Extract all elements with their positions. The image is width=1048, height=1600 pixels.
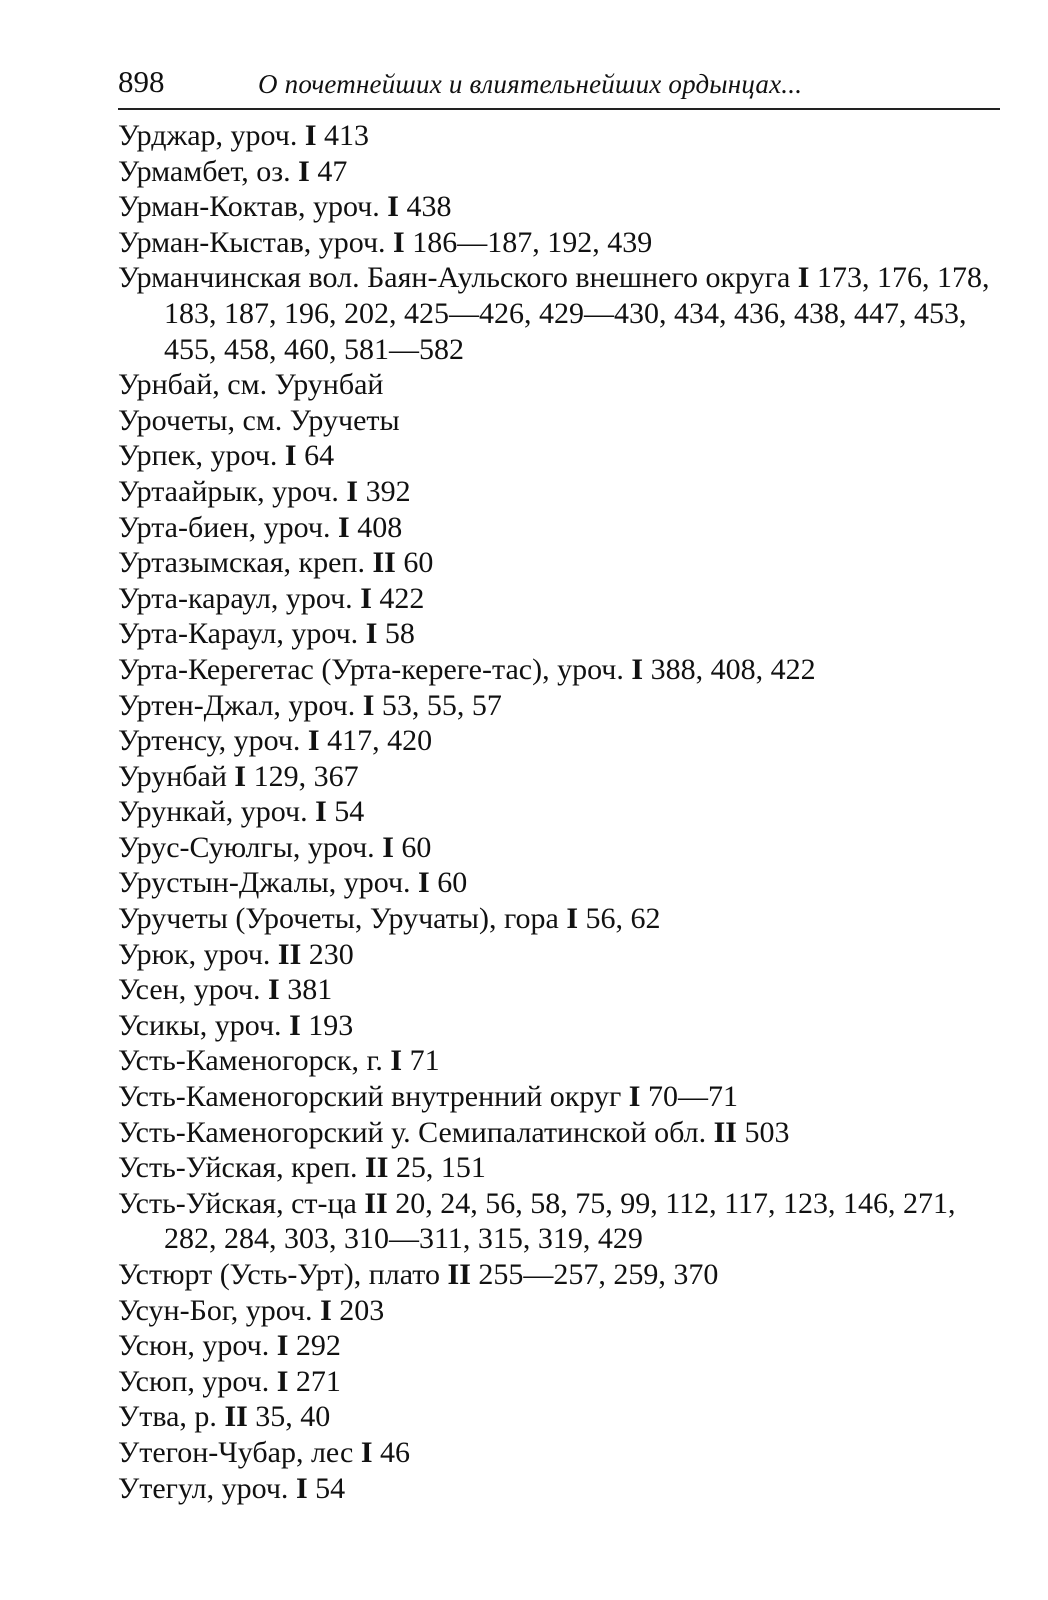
volume-number: I xyxy=(387,190,399,224)
volume-number: II xyxy=(277,937,302,971)
index-entry xyxy=(118,1186,1000,1257)
page-references: 35, 40 xyxy=(255,1400,331,1434)
entry-heading: Уручеты (Урочеты, Уручаты), гора xyxy=(118,902,559,936)
index-entry xyxy=(118,1079,1000,1115)
volume-number: II xyxy=(224,1400,248,1434)
entry-heading: Устюрт (Усть-Урт), плато xyxy=(118,1258,441,1291)
index-entry xyxy=(118,438,1000,474)
entry-heading: Утегон-Чубар, лес xyxy=(118,1435,354,1469)
page-references: 438 xyxy=(406,190,452,224)
header-rule xyxy=(118,108,1000,110)
page-references: 388, 408, 422 xyxy=(650,652,816,686)
entry-heading: Утва, р. xyxy=(118,1400,217,1434)
page-references: 203 xyxy=(339,1293,385,1327)
page-header xyxy=(118,62,1000,104)
index-entry xyxy=(118,1293,1000,1329)
entry-heading: Уртазымская, креп. xyxy=(118,546,365,580)
page-references: 53, 55, 57 xyxy=(381,688,502,722)
page-references: 60 xyxy=(437,866,468,900)
index-entry xyxy=(118,865,1000,901)
page-number: 898 xyxy=(118,64,165,99)
entry-heading: Урнбай, см. Урунбай xyxy=(118,368,384,402)
volume-number: II xyxy=(447,1258,471,1291)
entry-heading: Урочеты, см. Уручеты xyxy=(118,403,400,437)
page-references: 129, 367 xyxy=(253,759,359,793)
entry-heading: Утегул, уроч. xyxy=(118,1471,289,1505)
index-entry xyxy=(118,225,1000,261)
page-references: 60 xyxy=(403,546,434,580)
index-entry xyxy=(118,688,1000,724)
volume-number: I xyxy=(390,1044,403,1078)
volume-number: I xyxy=(797,261,810,295)
page-references: 25, 151 xyxy=(395,1151,486,1185)
volume-number: I xyxy=(360,581,372,615)
page-references: 64 xyxy=(304,439,335,473)
volume-number: I xyxy=(320,1293,332,1327)
page-references: 47 xyxy=(317,154,348,188)
entry-heading: Урус-Суюлгы, уроч. xyxy=(118,830,375,864)
volume-number: I xyxy=(338,510,350,544)
page-references: 46 xyxy=(380,1435,410,1469)
page-references: 54 xyxy=(315,1471,346,1505)
volume-number: I xyxy=(362,688,375,722)
entry-heading: Усть-Уйская, ст-ца xyxy=(118,1186,357,1220)
volume-number: I xyxy=(382,830,394,864)
index-entry xyxy=(118,1115,1000,1151)
page-references: 58 xyxy=(384,617,415,651)
running-title: О почетнейших и влиятельнейших ордынцах... xyxy=(258,69,803,99)
entry-heading: Усть-Каменогорский у. Семипалатинской обл. xyxy=(118,1115,707,1149)
volume-number: I xyxy=(234,759,247,793)
page-references: 408 xyxy=(357,510,403,544)
entry-heading: Урта-караул, уроч. xyxy=(118,581,353,615)
page-references: 70—71 xyxy=(647,1080,738,1114)
volume-number: II xyxy=(364,1186,388,1220)
entry-heading: Урункай, уроч. xyxy=(118,795,308,829)
volume-number: II xyxy=(372,546,396,580)
index-entry xyxy=(118,260,1000,367)
page-references: 255—257, 259, 370 xyxy=(478,1258,719,1291)
entry-heading: Урманчинская вол. Баян-Аульского внешнего округа xyxy=(118,261,791,295)
index-entry xyxy=(118,545,1000,581)
entry-heading: Урпек, уроч. xyxy=(118,439,278,473)
entry-heading: Урмамбет, оз. xyxy=(118,154,291,188)
index-entry xyxy=(118,794,1000,830)
index-entry xyxy=(118,1043,1000,1079)
entry-heading: Урман-Коктав, уроч. xyxy=(118,190,380,224)
volume-number: I xyxy=(289,1008,301,1042)
entry-heading: Усть-Каменогорский внутренний округ xyxy=(118,1080,622,1114)
index-entry xyxy=(118,972,1000,1008)
page-references: 54 xyxy=(334,795,365,829)
index-entry xyxy=(118,154,1000,190)
entry-heading: Усюн, уроч. xyxy=(118,1329,270,1363)
page-references: 503 xyxy=(744,1115,790,1149)
volume-number: II xyxy=(365,1151,389,1185)
volume-number: I xyxy=(295,1471,308,1505)
entry-heading: Уртаайрык, уроч. xyxy=(118,474,339,508)
page-references: 186—187, 192, 439 xyxy=(412,225,653,259)
entry-heading: Урунбай xyxy=(118,759,227,793)
index-entry xyxy=(118,1008,1000,1044)
entry-heading: Урман-Кыстав, уроч. xyxy=(118,225,386,259)
index-entry xyxy=(118,1399,1000,1435)
volume-number: I xyxy=(304,119,317,152)
entry-heading: Усикы, уроч. xyxy=(118,1008,282,1042)
entry-heading: Урта-биен, уроч. xyxy=(118,510,331,544)
page-references: 20, 24, 56, 58, 75, 99, 112, 117, 123, 146, 271, 282, 284, 303, 310—311, 315, 319, 429 xyxy=(164,1186,956,1256)
index-entry xyxy=(118,1328,1000,1364)
volume-number: I xyxy=(268,973,280,1007)
volume-number: I xyxy=(284,439,297,473)
volume-number: II xyxy=(713,1115,737,1149)
volume-number: I xyxy=(276,1329,289,1363)
index-entry xyxy=(118,1471,1000,1507)
page-references: 381 xyxy=(287,973,333,1007)
volume-number: I xyxy=(276,1364,289,1398)
volume-number: I xyxy=(346,474,359,508)
volume-number: I xyxy=(393,225,405,259)
page-references: 271 xyxy=(295,1364,341,1398)
entry-heading: Урустын-Джалы, уроч. xyxy=(118,866,411,900)
entry-heading: Усен, уроч. xyxy=(118,973,261,1007)
entry-heading: Усть-Каменогорск, г. xyxy=(118,1044,383,1078)
index-entry xyxy=(118,723,1000,759)
entry-heading: Урджар, уроч. xyxy=(118,119,298,152)
page-references: 292 xyxy=(295,1329,341,1363)
volume-number: I xyxy=(298,154,310,188)
page-references: 230 xyxy=(308,937,354,971)
volume-number: I xyxy=(418,866,430,900)
index-entry xyxy=(118,830,1000,866)
index-entry-list xyxy=(118,118,1000,1506)
volume-number: I xyxy=(631,652,644,686)
page-references: 60 xyxy=(401,830,432,864)
index-entry xyxy=(118,118,1000,154)
page-references: 422 xyxy=(379,581,425,615)
page-references: 392 xyxy=(365,474,411,508)
index-entry xyxy=(118,189,1000,225)
index-entry xyxy=(118,937,1000,973)
entry-heading: Усть-Уйская, креп. xyxy=(118,1151,358,1185)
index-entry xyxy=(118,1435,1000,1471)
index-entry xyxy=(118,901,1000,937)
index-entry xyxy=(118,1257,1000,1293)
index-entry xyxy=(118,510,1000,546)
page-references: 173, 176, 178, 183, 187, 196, 202, 425—426, 429—430, 434, 436, 438, 447, 453, 455, 458, 460, 581—582 xyxy=(164,261,990,366)
index-entry xyxy=(118,403,1000,439)
volume-number: I xyxy=(566,902,579,936)
entry-heading: Уртенсу, уроч. xyxy=(118,724,301,758)
index-entry xyxy=(118,1364,1000,1400)
entry-heading: Урта-Караул, уроч. xyxy=(118,617,359,651)
entry-heading: Усюп, уроч. xyxy=(118,1364,270,1398)
entry-heading: Уртен-Джал, уроч. xyxy=(118,688,356,722)
volume-number: I xyxy=(360,1435,373,1469)
page-references: 413 xyxy=(324,119,370,152)
volume-number: I xyxy=(365,617,378,651)
index-entry xyxy=(118,759,1000,795)
volume-number: I xyxy=(315,795,327,829)
entry-heading: Урта-Керегетас (Урта-кереге-тас), уроч. xyxy=(118,652,624,686)
index-entry xyxy=(118,616,1000,652)
index-entry xyxy=(118,652,1000,688)
entry-heading: Усун-Бог, уроч. xyxy=(118,1293,313,1327)
page-references: 193 xyxy=(308,1008,354,1042)
page-references: 71 xyxy=(409,1044,440,1078)
index-entry xyxy=(118,474,1000,510)
index-entry xyxy=(118,581,1000,617)
page-references: 417, 420 xyxy=(327,724,433,758)
entry-heading: Урюк, уроч. xyxy=(118,937,271,971)
index-entry xyxy=(118,367,1000,403)
volume-number: I xyxy=(628,1080,641,1114)
page-references: 56, 62 xyxy=(585,902,661,936)
index-entry xyxy=(118,1150,1000,1186)
volume-number: I xyxy=(307,724,320,758)
